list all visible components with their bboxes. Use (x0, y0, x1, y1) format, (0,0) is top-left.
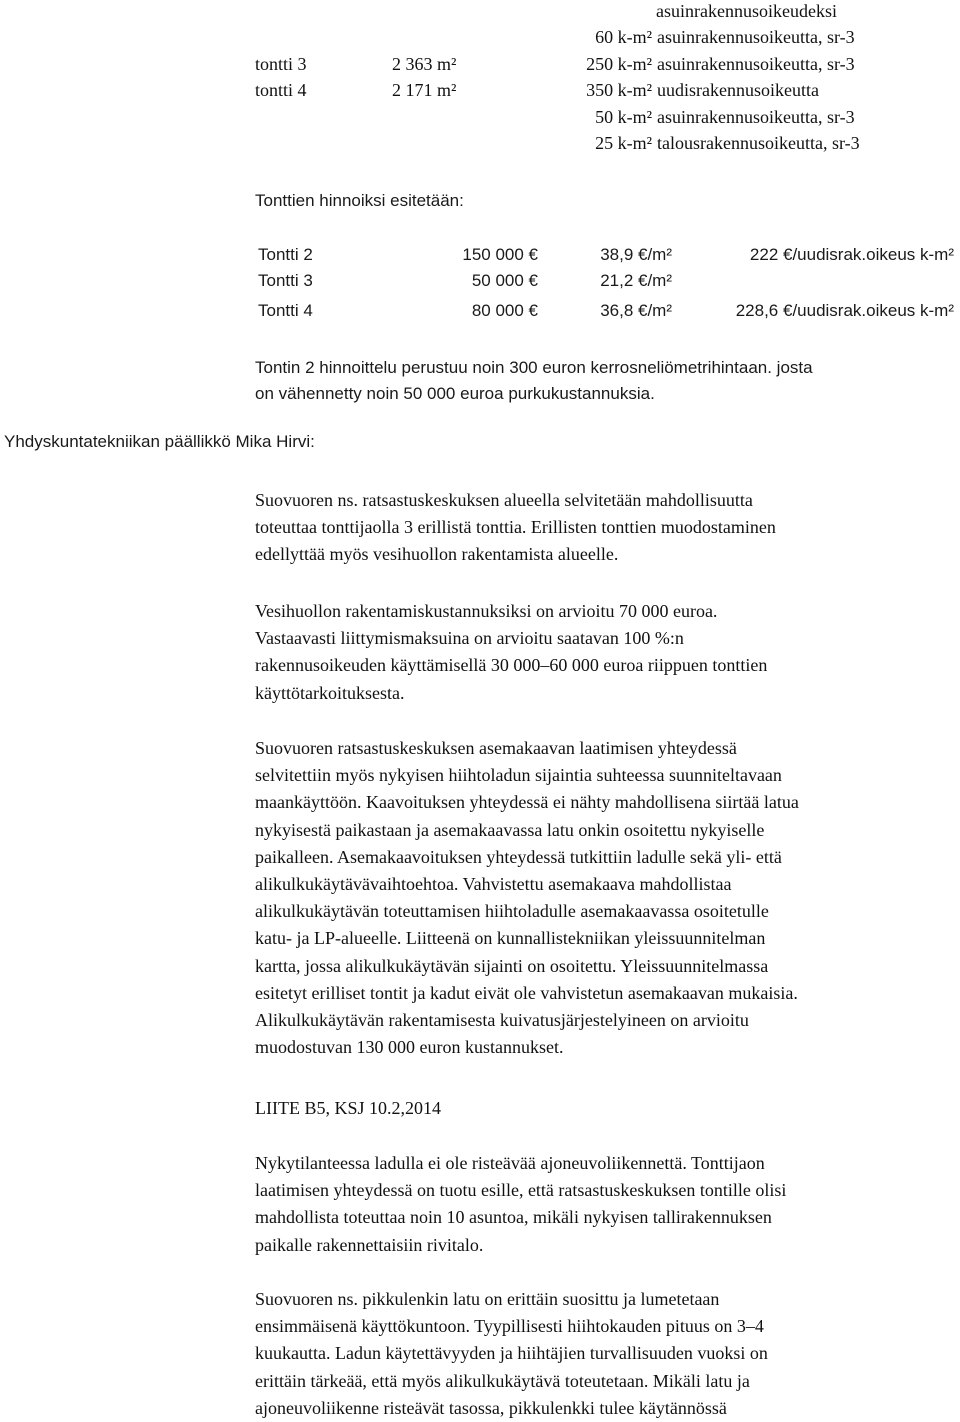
paragraph-line: rakennusoikeuden käyttämisellä 30 000–60 000 euroa riippuen tonttien (255, 655, 768, 676)
lot-rights-desc: talousrakennusoikeutta, sr-3 (657, 133, 860, 153)
lot-rights-amount: 60 k-m² (595, 27, 652, 47)
lots-top-line: asuinrakennusoikeudeksi (656, 1, 837, 21)
paragraph-line: kuukautta. Ladun käytettävyyden ja hiihtäjien turvallisuuden vuoksi on (255, 1343, 768, 1364)
lot-rights-amount: 250 k-m² (586, 54, 652, 74)
paragraph-line: katu- ja LP-alueelle. Liitteenä on kunnallistekniikan yleissuunnitelman (255, 928, 766, 949)
paragraph-line: nykyisestä paikastaan ja asemakaavassa latu onkin osoitettu nykyiselle (255, 819, 765, 840)
price-total: 80 000 € (471, 301, 538, 320)
price-lot: Tontti 3 (258, 271, 313, 290)
paragraph-line: erittäin tärkeää, että myös alikulkukäytävä toteutetaan. Mikäli latu ja (255, 1370, 750, 1391)
paragraph-line: Vastaavasti liittymismaksuina on arvioitu saatavan 100 %:n (255, 628, 684, 649)
price-per-m2: 21,2 €/m² (600, 271, 672, 290)
lot-rights-desc: uudisrakennusoikeutta (657, 80, 819, 100)
paragraph-line: laatimisen yhteydessä on tuotu esille, että ratsastuskeskuksen tontille olisi (255, 1180, 787, 1201)
paragraph-line: selvitettiin myös nykyisen hiihtoladun sijaintia suhteessa suunniteltavaan (255, 765, 782, 786)
paragraph (255, 487, 955, 569)
paragraph-line: alikulkukäytävävaihtoehtoa. Vahvistettu asemakaava mahdollistaa (255, 874, 732, 895)
paragraph (255, 1286, 955, 1422)
paragraph-line: muodostuvan 130 000 euron kustannukset. (255, 1037, 564, 1058)
lot-rights-amount: 25 k-m² (595, 133, 652, 153)
paragraph-line: Vesihuollon rakentamiskustannuksiksi on arvioitu 70 000 euroa. (255, 601, 718, 621)
paragraph (255, 1150, 955, 1259)
price-note: 222 €/uudisrak.oikeus k-m² (749, 245, 954, 264)
lot-area: 2 363 m² (392, 54, 457, 74)
lot-name: tontti 3 (255, 54, 307, 74)
paragraph-line: paikalleen. Asemakaavoituksen yhteydessä tutkittiin ladulle sekä yli- että (255, 846, 782, 867)
lot-rights-amount: 50 k-m² (595, 107, 652, 127)
pricing-note-line: Tontin 2 hinnoittelu perustuu noin 300 euron kerrosneliömetrihintaan. josta (255, 358, 813, 377)
price-per-m2: 38,9 €/m² (600, 245, 672, 264)
paragraph-line: mahdollista toteuttaa noin 10 asuntoa, mikäli nykyisen tallirakennuksen (255, 1207, 772, 1228)
price-total: 150 000 € (462, 245, 538, 264)
paragraph (255, 735, 955, 1061)
paragraph-line: Alikulkukäytävän rakentamisesta kuivatusjärjestelyineen on arvioitu (255, 1010, 749, 1031)
paragraph-line: ensimmäisenä käyttökuntoon. Tyypillisesti hiihtokauden pituus on 3–4 (255, 1316, 764, 1337)
paragraph-line: ajoneuvoliikenne risteävät tasossa, pikkulenkki tulee käytännössä (255, 1397, 727, 1418)
paragraph-line: alikulkukäytävän toteuttamisen hiihtoladulle asemakaavassa osoitetulle (255, 901, 769, 922)
paragraph-line: paikalle rakennettaisiin rivitalo. (255, 1234, 484, 1255)
paragraph-line: käyttötarkoituksesta. (255, 682, 405, 703)
paragraph-line: Nykytilanteessa ladulla ei ole risteävää ajoneuvoliikennettä. Tonttijaon (255, 1153, 765, 1173)
attachment-reference (255, 1095, 955, 1122)
paragraph (255, 598, 955, 707)
price-per-m2: 36,8 €/m² (600, 301, 672, 320)
price-lot: Tontti 2 (258, 245, 313, 264)
paragraph-line: esitetyt erilliset tontit ja kadut eivät ole vahvistetun asemakaavan mukaisia. (255, 982, 798, 1003)
paragraph-line: LIITE B5, KSJ 10.2,2014 (255, 1098, 441, 1118)
paragraph-line: maankäyttöön. Kaavoituksen yhteydessä ei nähty mahdollisena siirtää latua (255, 792, 799, 813)
paragraph-line: edellyttää myös vesihuollon rakentamista alueelle. (255, 544, 619, 565)
price-total: 50 000 € (471, 271, 538, 290)
lot-rights-desc: asuinrakennusoikeutta, sr-3 (657, 107, 855, 127)
paragraph-line: Suovuoren ns. ratsastuskeskuksen alueella selvitetään mahdollisuutta (255, 490, 753, 510)
price-lot: Tontti 4 (258, 301, 313, 320)
pricing-note (255, 355, 813, 407)
speaker-label: Yhdyskuntatekniikan päällikkö Mika Hirvi: (4, 432, 315, 451)
paragraph-line: toteuttaa tonttijaolla 3 erillistä tonttia. Erillisten tonttien muodostaminen (255, 517, 776, 538)
lot-area: 2 171 m² (392, 80, 457, 100)
prices-heading: Tonttien hinnoiksi esitetään: (255, 191, 464, 210)
paragraph-line: Suovuoren ratsastuskeskuksen asemakaavan laatimisen yhteydessä (255, 738, 737, 758)
lot-name: tontti 4 (255, 80, 307, 100)
lot-rights-amount: 350 k-m² (586, 80, 652, 100)
pricing-note-line: on vähennetty noin 50 000 euroa purkukustannuksia. (255, 384, 655, 403)
lot-rights-desc: asuinrakennusoikeutta, sr-3 (657, 27, 855, 47)
paragraph-line: Suovuoren ns. pikkulenkin latu on erittäin suosittu ja lumetetaan (255, 1289, 720, 1309)
price-note: 228,6 €/uudisrak.oikeus k-m² (735, 301, 954, 320)
paragraph-line: kartta, jossa alikulkukäytävän sijainti on osoitettu. Yleissuunnitelmassa (255, 955, 769, 976)
lot-rights-desc: asuinrakennusoikeutta, sr-3 (657, 54, 855, 74)
